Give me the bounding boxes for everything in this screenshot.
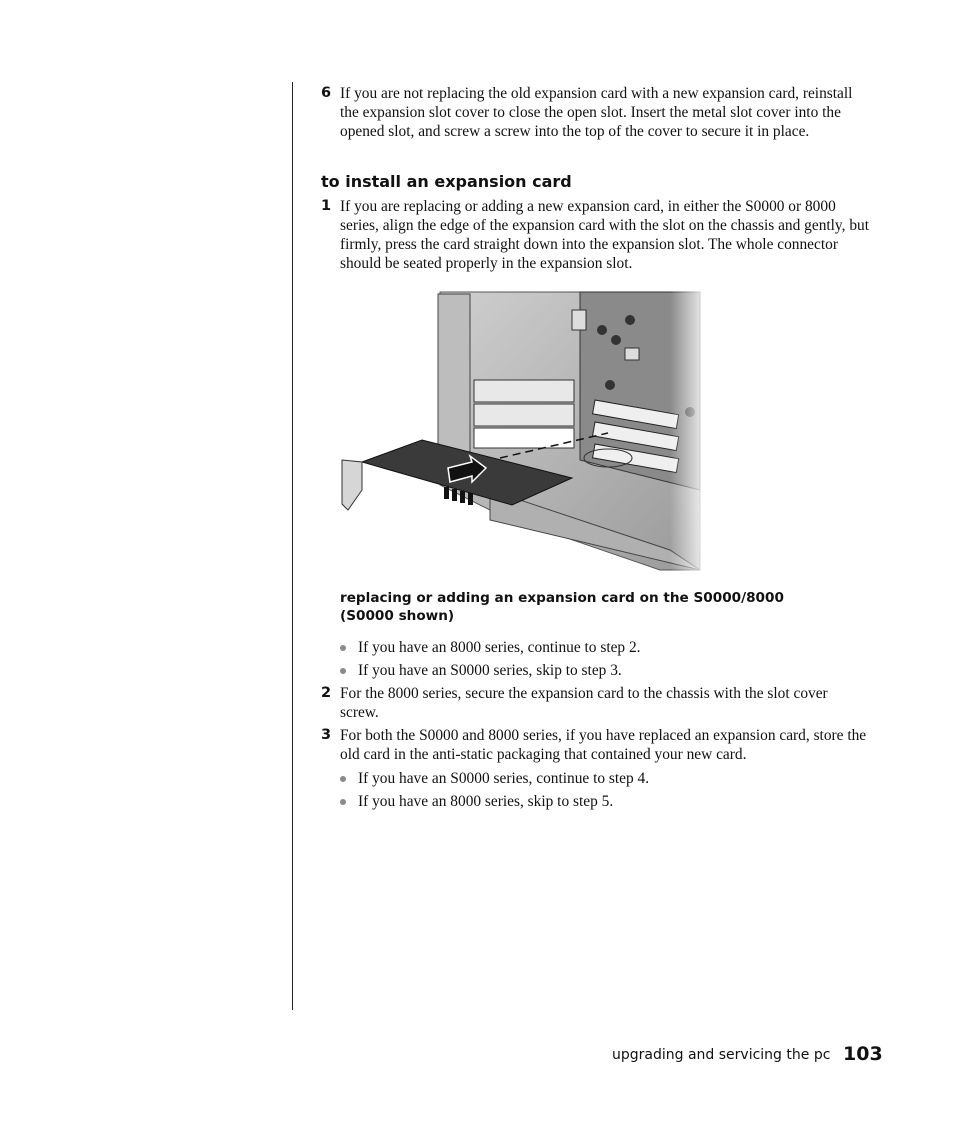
bullet-text: If you have an S0000 series, skip to step 3. [358,662,622,679]
step-number: 1 [321,198,332,214]
page-number: 103 [843,1043,883,1065]
step-number: 6 [321,85,332,101]
bullet-icon [340,799,346,805]
bullet-icon [340,668,346,674]
step-text: For both the S0000 and 8000 series, if you have replaced an expansion card, store the old card in the anti-static packaging that contained your new card. [340,727,867,763]
list-item [340,792,870,811]
step-1 [321,197,869,273]
step-number: 3 [321,727,332,743]
expansion-card-illustration [340,290,710,575]
bullet-text: If you have an S0000 series, continue to step 4. [358,770,650,787]
caption-line-1: replacing or adding an expansion card on the S0000/8000 [340,590,784,606]
bullet-icon [340,776,346,782]
step-text: If you are replacing or adding a new expansion card, in either the S0000 or 8000 series, align the edge of the expansion card with the slot on the chassis and gently, but firmly, press the card straight down into the expansion slot. The whole connector should be seated properly in the expansion slot. [340,198,869,272]
step-text: For the 8000 series, secure the expansion card to the chassis with the slot cover screw. [340,685,828,721]
bullet-text: If you have an 8000 series, skip to step 5. [358,793,614,810]
section-heading: to install an expansion card [321,172,572,191]
footer-section-title: upgrading and servicing the pc [612,1047,831,1063]
step-6 [321,84,869,141]
figure-caption [340,589,810,625]
bullet-text: If you have an 8000 series, continue to step 2. [358,639,641,656]
step-2 [321,684,869,722]
list-item [340,661,870,680]
step-number: 2 [321,685,332,701]
step-3 [321,726,869,764]
caption-line-2: (S0000 shown) [340,608,455,624]
margin-rule [292,82,293,1010]
list-item [340,638,870,657]
list-item [340,769,870,788]
step-text: If you are not replacing the old expansion card with a new expansion card, reinstall the expansion slot cover to close the open slot. Insert the metal slot cover into the opened slot, and screw a screw into the top of the cover to secure it in place. [340,85,853,140]
bullet-icon [340,645,346,651]
